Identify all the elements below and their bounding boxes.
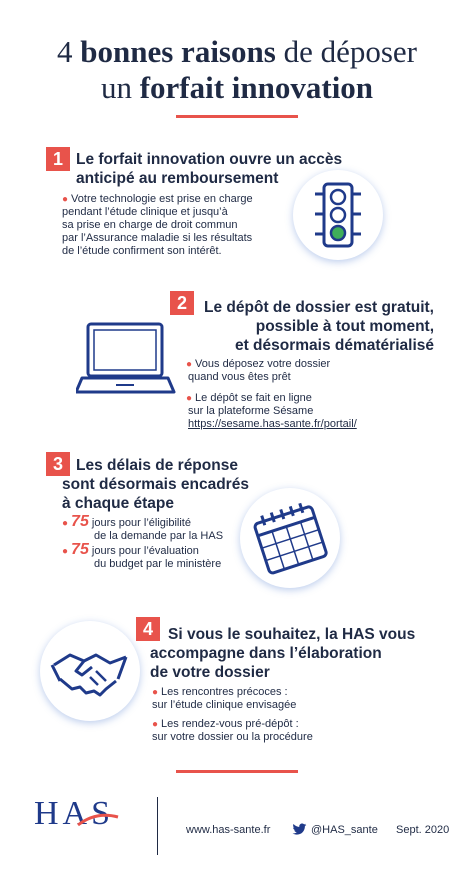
section-2-body xyxy=(186,358,357,431)
calendar-icon xyxy=(240,488,340,588)
bullet-dot: ● xyxy=(152,719,159,730)
section-4-body xyxy=(152,686,313,744)
bullet-text: pendant l’étude clinique et jusqu’à xyxy=(62,206,228,218)
delay-value: 75 xyxy=(71,513,89,530)
bullet-text: de la demande par la HAS xyxy=(94,530,224,542)
section-3-body xyxy=(62,515,223,571)
section-number-4: 4 xyxy=(136,617,160,641)
bullet-dot: ● xyxy=(62,194,69,205)
footer-website[interactable]: www.has-sante.fr xyxy=(186,824,271,836)
has-logo-swoosh xyxy=(76,813,120,827)
section-4-heading xyxy=(150,625,415,682)
bullet-text: du budget par le ministère xyxy=(94,558,222,570)
title-divider xyxy=(176,115,298,118)
section-3-heading xyxy=(62,456,249,513)
handshake-icon xyxy=(40,621,140,721)
bullet-text: Les rendez-vous pré-dépôt : xyxy=(161,718,299,730)
footer-date: Sept. 2020 xyxy=(396,824,450,836)
traffic-light-icon xyxy=(293,170,383,260)
section-2-heading-line: et désormais dématérialisé xyxy=(234,337,434,354)
title-prefix: 4 xyxy=(57,34,81,69)
bullet-text: Vous déposez votre dossier xyxy=(195,358,331,370)
bullet-text: Le dépôt se fait en ligne xyxy=(195,392,312,404)
delay-value: 75 xyxy=(71,541,89,558)
section-2-heading-line: Le dépôt de dossier est gratuit, xyxy=(204,299,434,316)
bullet-dot: ● xyxy=(152,687,159,698)
section-4-heading-line: de votre dossier xyxy=(150,664,270,681)
section-3-heading-line: Les délais de réponse xyxy=(76,457,238,474)
bullet-text: sur l’étude clinique envisagée xyxy=(152,699,297,711)
title-line-2 xyxy=(0,70,474,106)
section-number-1: 1 xyxy=(46,147,70,171)
footer-twitter[interactable]: @HAS_sante xyxy=(311,824,378,836)
title-bold: bonnes raisons xyxy=(80,34,276,69)
section-4-heading-line: Si vous le souhaitez, la HAS vous xyxy=(168,626,416,643)
bullet-text: jours pour l’évaluation xyxy=(91,545,199,557)
bullet-text: Votre technologie est prise en charge xyxy=(71,193,253,205)
bullet-text: Les rencontres précoces : xyxy=(161,686,288,698)
bullet-text: par l’Assurance maladie si les résultats xyxy=(62,232,253,244)
laptop-icon xyxy=(76,314,176,404)
section-3-heading-line: sont désormais encadrés xyxy=(62,476,249,493)
section-1-heading-line: Le forfait innovation ouvre un accès xyxy=(76,151,343,168)
section-1-heading-line: anticipé au remboursement xyxy=(76,170,279,187)
bullet-text: de l’étude confirment son intérêt. xyxy=(62,245,222,257)
section-number-3: 3 xyxy=(46,452,70,476)
footer-divider xyxy=(157,797,158,855)
bullet-text: sur la plateforme Sésame xyxy=(188,405,314,417)
section-number-2: 2 xyxy=(170,291,194,315)
bullet-text: quand vous êtes prêt xyxy=(188,371,291,383)
bottom-divider xyxy=(176,770,298,773)
bullet-text: jours pour l’éligibilité xyxy=(91,517,191,529)
title-line-1 xyxy=(0,34,474,70)
sesame-link[interactable]: https://sesame.has-sante.fr/portail/ xyxy=(188,418,357,430)
bullet-text: sur votre dossier ou la procédure xyxy=(152,731,313,743)
title-prefix-2: un xyxy=(100,70,140,105)
title-rest: de déposer xyxy=(275,34,417,69)
bullet-dot: ● xyxy=(186,393,193,404)
bullet-dot: ● xyxy=(62,518,69,529)
bullet-dot: ● xyxy=(62,546,69,557)
title-bold-2: forfait innovation xyxy=(139,70,374,105)
bullet-dot: ● xyxy=(186,359,193,370)
section-2-heading xyxy=(188,298,434,355)
section-1-body xyxy=(62,193,253,258)
twitter-bird-icon xyxy=(292,823,307,836)
bullet-text: sa prise en charge de droit commun xyxy=(62,219,238,231)
has-logo: HAS xyxy=(34,795,115,832)
section-3-heading-line: à chaque étape xyxy=(62,495,174,512)
page-title xyxy=(0,34,474,106)
section-2-heading-line: possible à tout moment, xyxy=(255,318,434,335)
section-4-heading-line: accompagne dans l’élaboration xyxy=(150,645,382,662)
